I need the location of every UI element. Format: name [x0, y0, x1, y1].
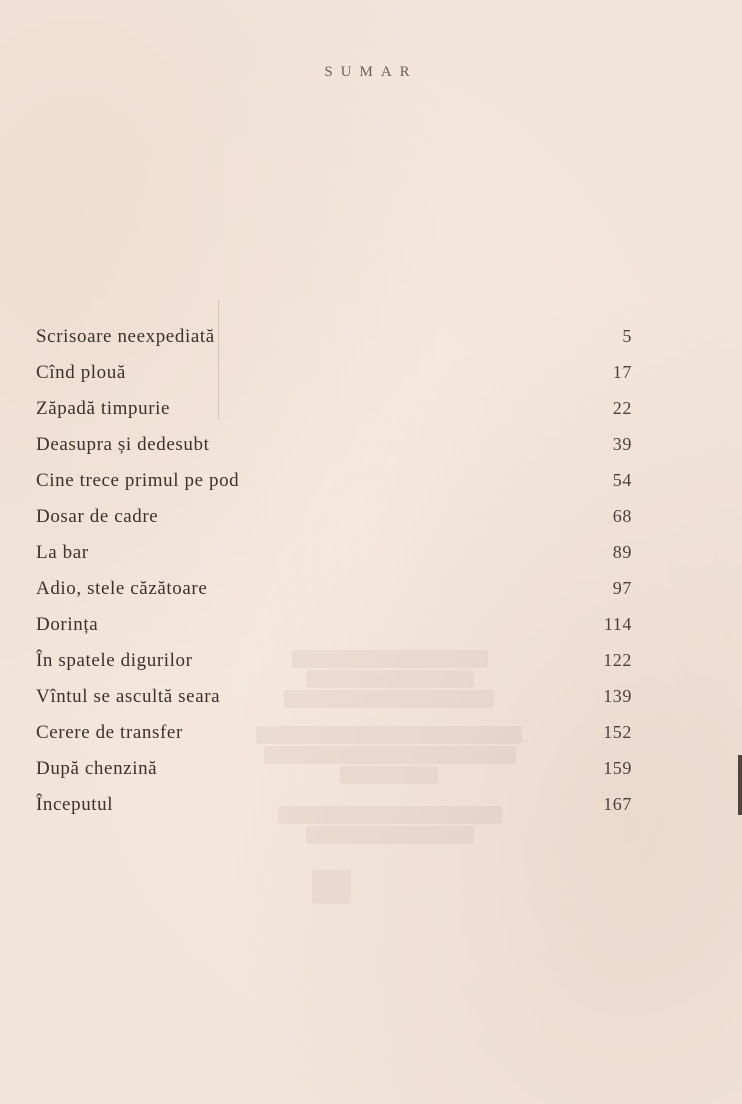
- toc-entry-page: 68: [612, 506, 632, 526]
- toc-entry-page: 17: [612, 362, 632, 382]
- toc-entry-title: În spatele digurilor: [36, 650, 193, 671]
- toc-entry-title: Începutul: [36, 794, 114, 815]
- toc-row: [36, 434, 632, 470]
- toc-entry-title: Cerere de transfer: [36, 722, 183, 743]
- toc-entry-page: 22: [612, 398, 632, 418]
- table-of-contents: [36, 326, 632, 830]
- toc-entry-page: 159: [603, 758, 632, 778]
- toc-row: [36, 650, 632, 686]
- toc-row: [36, 686, 632, 722]
- page-title: SUMAR: [324, 64, 418, 80]
- toc-entry-page: 122: [603, 650, 632, 670]
- toc-row: [36, 758, 632, 794]
- toc-entry-page: 152: [603, 722, 632, 742]
- toc-entry-title: Dosar de cadre: [36, 506, 159, 527]
- toc-entry-page: 97: [612, 578, 632, 598]
- toc-row: [36, 362, 632, 398]
- toc-entry-title: La bar: [36, 542, 89, 563]
- toc-entry-title: Adio, stele căzătoare: [36, 578, 208, 599]
- toc-entry-title: Vîntul se ascultă seara: [36, 686, 221, 707]
- toc-entry-title: Scrisoare neexpediată: [36, 326, 215, 347]
- toc-row: [36, 614, 632, 650]
- toc-entry-page: 167: [603, 794, 632, 814]
- toc-entry-page: 139: [603, 686, 632, 706]
- toc-entry-title: Deasupra și dedesubt: [36, 434, 210, 455]
- toc-entry-title: Dorința: [36, 614, 99, 635]
- toc-row: [36, 542, 632, 578]
- toc-entry-title: Cine trece primul pe pod: [36, 470, 240, 491]
- toc-row: [36, 398, 632, 434]
- toc-row: [36, 578, 632, 614]
- toc-row: [36, 794, 632, 830]
- toc-entry-page: 5: [622, 326, 632, 346]
- toc-entry-title: După chenzină: [36, 758, 158, 779]
- toc-row: [36, 722, 632, 758]
- toc-row: [36, 506, 632, 542]
- toc-entry-title: Cînd plouă: [36, 362, 126, 383]
- toc-row: [36, 326, 632, 362]
- toc-entry-page: 114: [603, 614, 632, 634]
- toc-entry-page: 89: [612, 542, 632, 562]
- toc-row: [36, 470, 632, 506]
- page-edge-shadow: [738, 755, 742, 815]
- toc-entry-title: Zăpadă timpurie: [36, 398, 171, 419]
- toc-entry-page: 54: [612, 470, 632, 490]
- toc-entry-page: 39: [612, 434, 632, 454]
